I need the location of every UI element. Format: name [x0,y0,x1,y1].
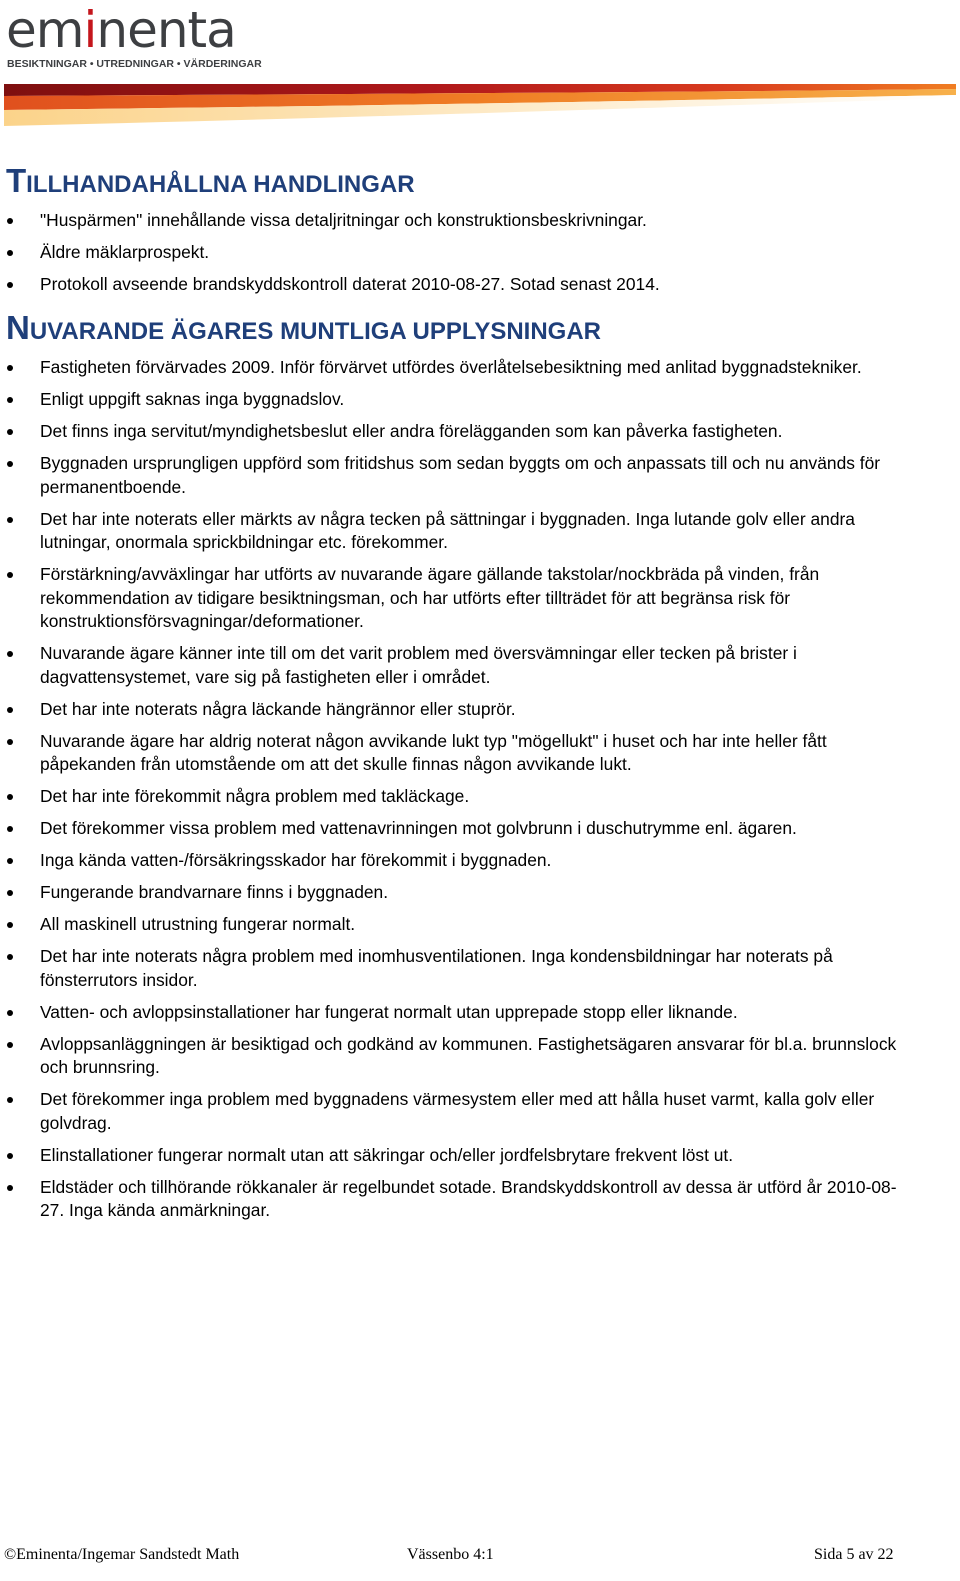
bullet-icon [7,739,13,745]
documents-list [0,209,920,305]
list-item: Förstärkning/avväxlingar har utförts av nuvarande ägare gällande takstolar/nockbräda på vinden, från rekommendation av tidigare besiktningsman, och har utförts efter tillträdet för att begränsa risk för konstruktionsförsvagningar/deformationer. [0,563,920,634]
logo-tagline: BESIKTNINGAR • UTREDNINGAR • VÄRDERINGAR [7,58,262,70]
section-heading-owner-statements: NUVARANDE ÄGARES MUNTLIGA UPPLYSNINGAR [6,309,601,346]
list-item: Vatten- och avloppsinstallationer har fungerat normalt utan upprepade stopp eller liknande. [0,1001,920,1025]
list-item: Det har inte förekommit några problem med takläckage. [0,785,920,809]
list-item: Protokoll avseende brandskyddskontroll daterat 2010-08-27. Sotad senast 2014. [0,273,920,297]
footer-copyright: ©Eminenta/Ingemar Sandstedt Math [4,1546,240,1563]
bullet-icon [7,1097,13,1103]
list-item: Äldre mäklarprospekt. [0,241,920,265]
section-heading-documents: TILLHANDAHÅLLNA HANDLINGAR [6,162,415,199]
list-item: Avloppsanläggningen är besiktigad och godkänd av kommunen. Fastighetsägaren ansvarar för bl.a. brunnslock och brunnsring. [0,1033,920,1080]
bullet-icon [7,429,13,435]
list-item: Det har inte noterats några läckande hängrännor eller stuprör. [0,698,920,722]
list-item: Eldstäder och tillhörande rökkanaler är regelbundet sotade. Brandskyddskontroll av dessa är utförd år 2010-08-27. Inga kända anmärkningar. [0,1176,920,1223]
list-item: Byggnaden ursprungligen uppförd som fritidshus som sedan byggts om och anpassats till och nu används för permanentboende. [0,452,920,499]
bullet-icon [7,282,13,288]
list-item: Enligt uppgift saknas inga byggnadslov. [0,388,920,412]
bullet-icon [7,250,13,256]
list-item: Det förekommer inga problem med byggnadens värmesystem eller med att hålla huset varmt, kalla golv eller golvdrag. [0,1088,920,1135]
bullet-icon [7,1010,13,1016]
bullet-icon [7,890,13,896]
owner-statements-list [0,356,920,1231]
list-item: Det har inte noterats eller märkts av några tecken på sättningar i byggnaden. Inga lutande golv eller andra lutningar, onormala sprickbildningar etc. förekommer. [0,508,920,555]
list-item: Fungerande brandvarnare finns i byggnaden. [0,881,920,905]
bullet-icon [7,858,13,864]
bullet-icon [7,954,13,960]
bullet-icon [7,651,13,657]
logo-wordmark: eminenta [6,1,236,59]
bullet-icon [7,397,13,403]
bullet-icon [7,572,13,578]
list-item: Nuvarande ägare känner inte till om det varit problem med översvämningar eller tecken på brister i dagvattensystemet, vare sig på fastigheten eller i området. [0,642,920,689]
list-item: Nuvarande ägare har aldrig noterat någon avvikande lukt typ "mögellukt" i huset och har inte heller fått påpekanden från utomstående om att det skulle finnas någon avvikande lukt. [0,730,920,777]
header-swoosh-band [4,84,956,128]
footer-property: Vässenbo 4:1 [407,1546,494,1563]
bullet-icon [7,517,13,523]
bullet-icon [7,461,13,467]
bullet-icon [7,365,13,371]
eminenta-logo [6,1,262,74]
bullet-icon [7,794,13,800]
list-item: Inga kända vatten-/försäkringsskador har förekommit i byggnaden. [0,849,920,873]
list-item: All maskinell utrustning fungerar normalt. [0,913,920,937]
list-item: Det finns inga servitut/myndighetsbeslut eller andra förelägganden som kan påverka fastigheten. [0,420,920,444]
page-footer [0,1546,960,1570]
bullet-icon [7,826,13,832]
list-item: "Huspärmen" innehållande vissa detaljritningar och konstruktionsbeskrivningar. [0,209,920,233]
bullet-icon [7,707,13,713]
bullet-icon [7,1185,13,1191]
bullet-icon [7,1153,13,1159]
list-item: Det förekommer vissa problem med vattenavrinningen mot golvbrunn i duschutrymme enl. ägaren. [0,817,920,841]
list-item: Fastigheten förvärvades 2009. Inför förvärvet utfördes överlåtelsebesiktning med anlitad byggnadstekniker. [0,356,920,380]
list-item: Det har inte noterats några problem med inomhusventilationen. Inga kondensbildningar har noterats på fönsterrutors insidor. [0,945,920,992]
bullet-icon [7,218,13,224]
bullet-icon [7,1042,13,1048]
footer-page-number: Sida 5 av 22 [814,1546,894,1563]
bullet-icon [7,922,13,928]
list-item: Elinstallationer fungerar normalt utan att säkringar och/eller jordfelsbrytare frekvent löst ut. [0,1144,920,1168]
